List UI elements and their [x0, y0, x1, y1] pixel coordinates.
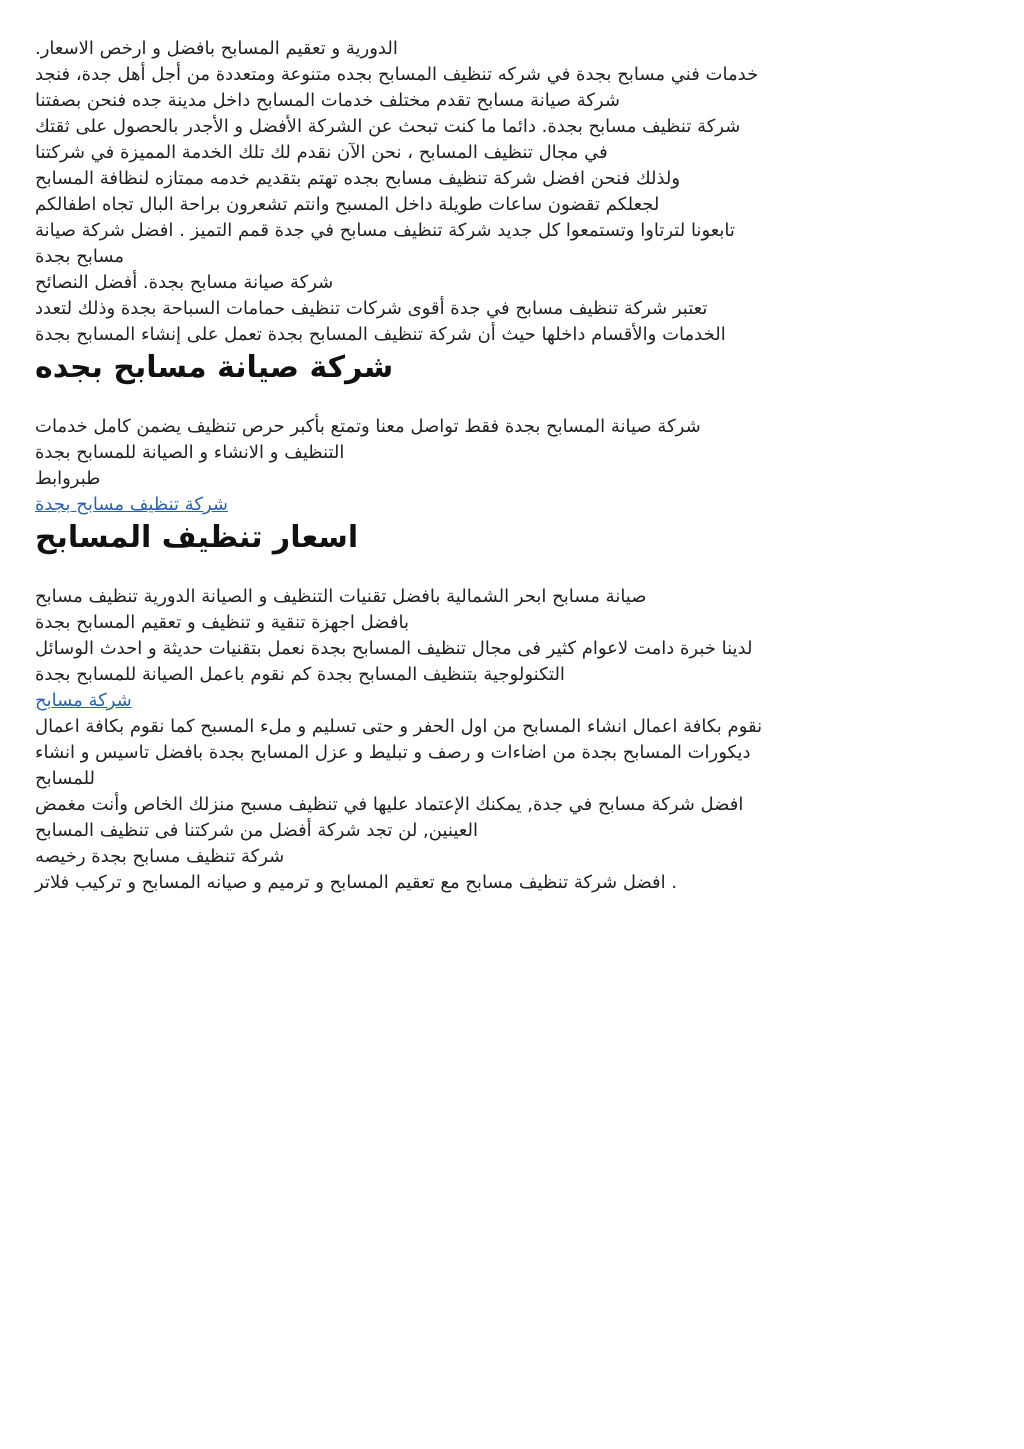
paragraph-links-label	[35, 466, 990, 492]
text-line: ولذلك فنحن افضل شركة تنظيف مسابح بجده تهتم بتقديم خدمه ممتازه لنظافة المسابح	[35, 168, 681, 189]
text-line: تعتبر شركة تنظيف مسابح في جدة أقوى شركات تنظيف حمامات السباحة بجدة وذلك لتعدد	[35, 298, 708, 319]
paragraph-maintenance	[35, 414, 990, 466]
document-page	[35, 36, 990, 896]
text-line: نقوم بكافة اعمال انشاء المسابح من اول الحفر و حتى تسليم و ملء المسبح كما نقوم بكافة اعمال	[35, 716, 763, 737]
text-line: شركة صيانة مسابح بجدة. أفضل النصائح	[35, 272, 334, 293]
paragraph-rely	[35, 792, 990, 844]
text-line: الدورية و تعقيم المسابح بافضل و ارخص الاسعار.	[35, 38, 398, 59]
text-line: مسابح بجدة	[35, 246, 125, 267]
text-line: العينين, لن تجد شركة أفضل من شركتنا فى تنظيف المسابح	[35, 820, 478, 841]
paragraph-always	[35, 114, 990, 166]
text-line: في مجال تنظيف المسابح ، نحن الآن نقدم لك تلك الخدمة المميزة في شركتنا	[35, 142, 608, 163]
paragraph-intro-tail	[35, 36, 990, 62]
link-pools-company	[35, 688, 990, 714]
text-line: صيانة مسابح ابحر الشمالية بافضل تقنيات التنظيف و الصيانة الدورية تنظيف مسابح	[35, 586, 647, 607]
text-line: بافضل اجهزة تنقية و تنظيف و تعقيم المسابح بجدة	[35, 612, 409, 633]
text-line: شركة صيانة مسابح تقدم مختلف خدمات المسابح داخل مدينة جده فنحن بصفتنا	[35, 90, 620, 111]
paragraph-experience	[35, 636, 990, 688]
text-line: لجعلكم تقضون ساعات طويلة داخل المسبح وانتم تشعرون براحة البال تجاه اطفالكم	[35, 194, 660, 215]
heading-maintenance-company: شركة صيانة مسابح بجده	[35, 350, 394, 385]
paragraph-construction	[35, 714, 990, 792]
text-line: للمسابح	[35, 768, 96, 789]
paragraph-tips	[35, 270, 990, 296]
paragraph-strongest	[35, 296, 990, 348]
text-line: لدينا خبرة دامت لاعوام كثير فى مجال تنظيف المسابح بجدة نعمل بتقنيات حديثة و احدث الوسائل	[35, 638, 753, 659]
text-line: افضل شركة مسابح في جدة, يمكنك الإعتماد عليها في تنظيف مسبح منزلك الخاص وأنت مغمض	[35, 794, 744, 815]
paragraph-services	[35, 62, 990, 114]
text-line: خدمات فني مسابح بجدة في شركه تنظيف المسابح بجده متنوعة ومتعددة من أجل أهل جدة، فنجد	[35, 64, 759, 85]
text-line: التكنولوجية بتنظيف المسابح بجدة كم نقوم باعمل الصيانة للمسابح بجدة	[35, 664, 565, 685]
text-line: ديكورات المسابح بجدة من اضاءات و رصف و تبليط و عزل المسابح بجدة بافضل تاسيس و انشاء	[35, 742, 751, 763]
paragraph-sterilize	[35, 870, 990, 896]
paragraph-cheap	[35, 844, 990, 870]
paragraph-excellence	[35, 218, 990, 270]
paragraph-north-obhur	[35, 584, 990, 636]
text-line: . افضل شركة تنظيف مسابح مع تعقيم المسابح و ترميم و صيانه المسابح و تركيب فلاتر	[35, 872, 678, 893]
text-line: شركة تنظيف مسابح بجدة. دائما ما كنت تبحث عن الشركة الأفضل و الأجدر بالحصول على ثقتك	[35, 116, 741, 137]
text-line: شركة تنظيف مسابح بجدة رخيصه	[35, 846, 285, 867]
text-line: التنظيف و الانشاء و الصيانة للمسابح بجدة	[35, 442, 345, 463]
text-line: تابعونا لترتاوا وتستمعوا كل جديد شركة تنظيف مسابح في جدة قمم التميز . افضل شركة صيانة	[35, 220, 735, 241]
link-cleaning-company-anchor[interactable]: شركة تنظيف مسابح بجدة	[35, 494, 228, 515]
text-line: طبروابط	[35, 468, 101, 489]
link-cleaning-company	[35, 492, 990, 518]
text-line: الخدمات والأقسام داخلها حيث أن شركة تنظيف المسابح بجدة تعمل على إنشاء المسابح بجدة	[35, 324, 726, 345]
paragraph-best-company	[35, 166, 990, 218]
text-line: شركة صيانة المسابح بجدة فقط تواصل معنا وتمتع بأكبر حرص تنظيف يضمن كامل خدمات	[35, 416, 701, 437]
link-pools-company-anchor[interactable]: شركة مسابح	[35, 690, 132, 711]
heading-cleaning-prices: اسعار تنظيف المسابح	[35, 520, 359, 555]
